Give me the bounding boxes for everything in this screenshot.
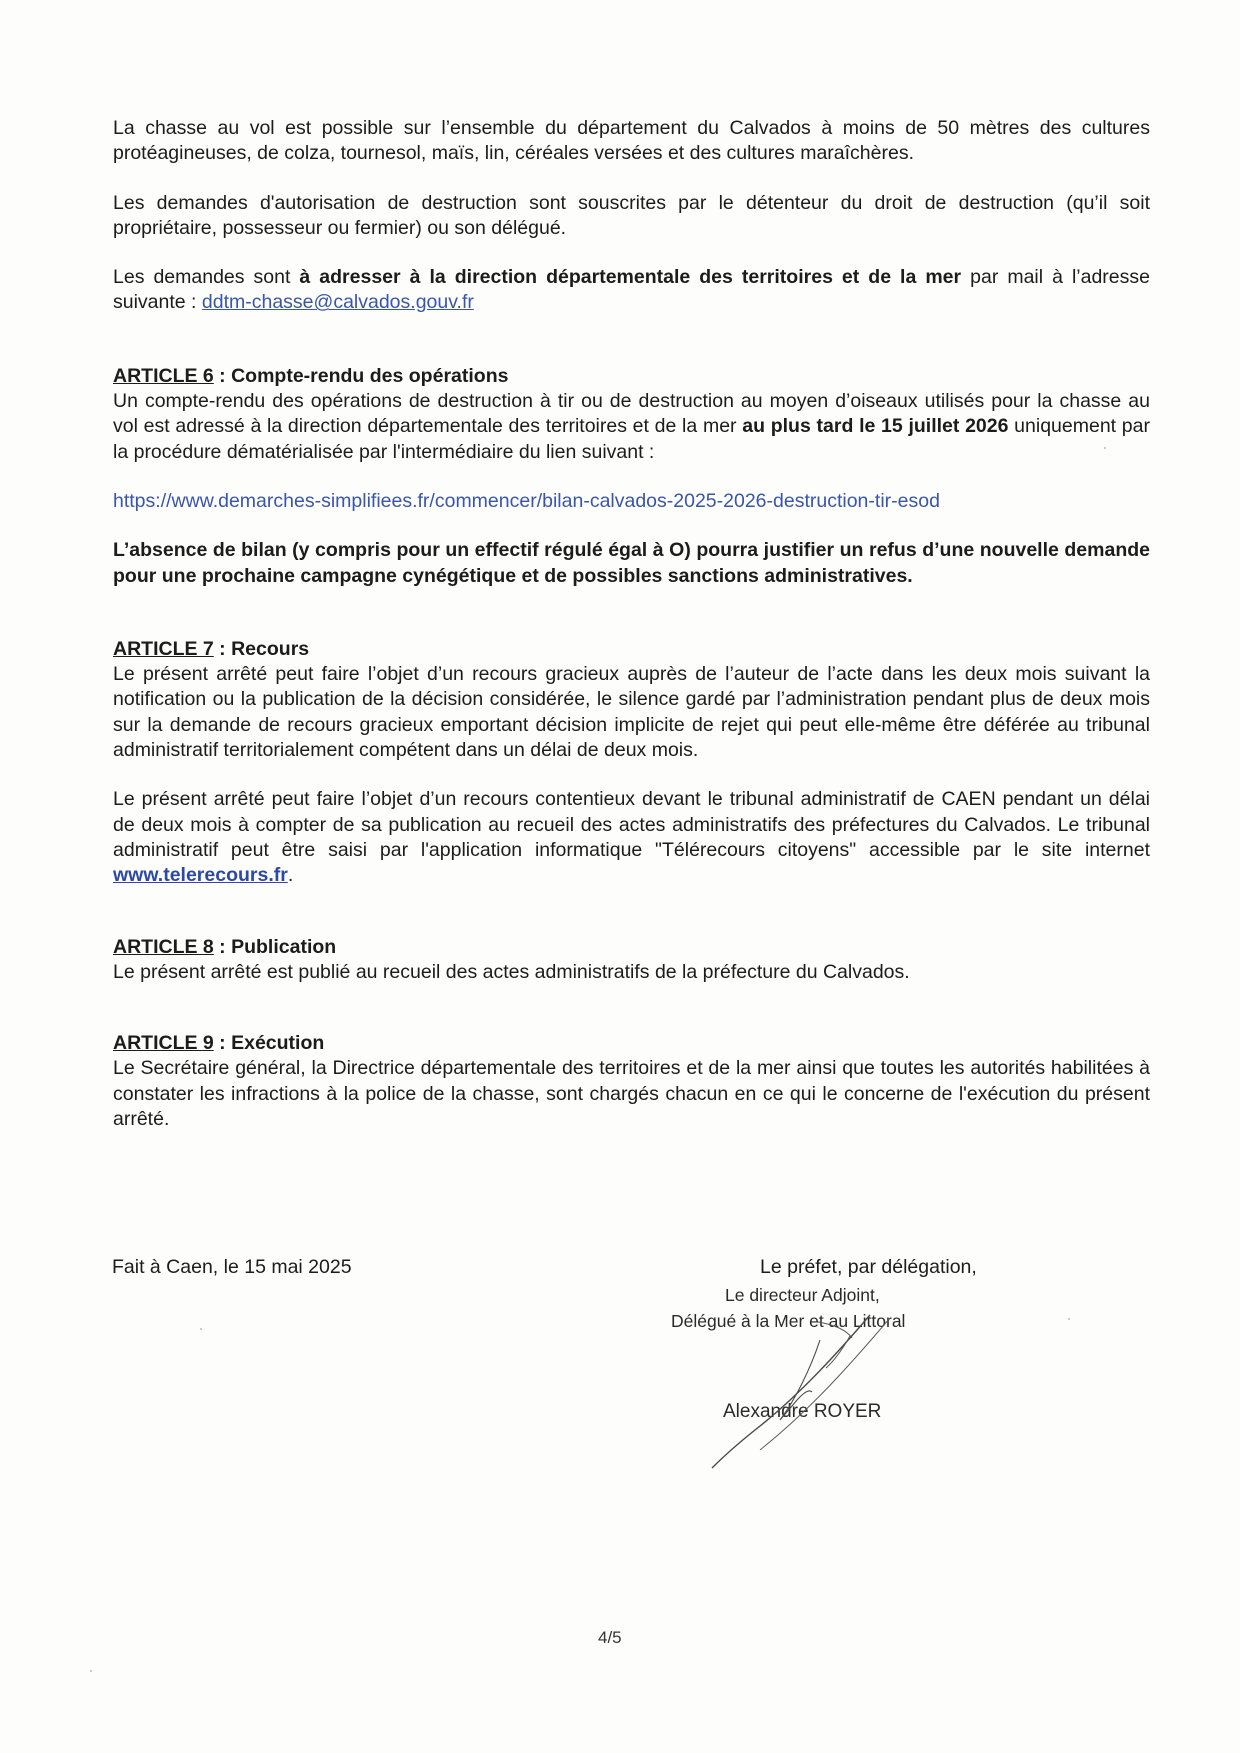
document-body bbox=[113, 116, 1150, 1132]
scan-speck bbox=[90, 1670, 92, 1672]
page-number: 4/5 bbox=[598, 1628, 622, 1647]
article-7-heading: ARTICLE 7 : Recours bbox=[113, 637, 310, 660]
signature-line-prefet: Le préfet, par délégation, bbox=[760, 1256, 977, 1278]
paragraph-demandes-autorisation: Les demandes d'autorisation de destruction sont souscrites par le détenteur du droit de destruction (qu’il soit propriétaire, possesseur ou fermier) ou son délégué. bbox=[113, 191, 1150, 239]
bilan-link[interactable]: https://www.demarches-simplifiees.fr/commencer/bilan-calvados-2025-2026-destruction-tir-esod bbox=[113, 489, 940, 512]
article-7-recours-gracieux: Le présent arrêté peut faire l’objet d’un recours gracieux auprès de l’auteur de l’acte dans les deux mois suivant la notification ou la publication de la décision considérée, le silence gardé par l’administration pendant plus de deux mois sur la demande de recours gracieux emportant décision implicite de rejet qui peut elle-même être déférée au tribunal administratif territorialement compétent dans un délai de deux mois. bbox=[113, 663, 1150, 762]
article-8-heading: ARTICLE 8 : Publication bbox=[113, 935, 337, 958]
signature-line-directeur: Le directeur Adjoint, bbox=[725, 1285, 880, 1305]
article-9-heading: ARTICLE 9 : Exécution bbox=[113, 1032, 325, 1055]
paragraph-chasse-au-vol: La chasse au vol est possible sur l’ensemble du département du Calvados à moins de 50 mètres des cultures protéagineuses, de colza, tournesol, maïs, lin, céréales versées et des cultures maraîchères. bbox=[113, 117, 1150, 165]
article-8-text: Le présent arrêté est publié au recueil des actes administratifs de la préfecture du Calvados. bbox=[113, 960, 910, 983]
paragraph-adresse-demandes: Les demandes sont à adresser à la direction départementale des territoires et de la mer par mail à l’adresse suivante : ddtm-chasse@calvados.gouv.fr bbox=[113, 266, 1150, 314]
article-9-text: Le Secrétaire général, la Directrice départementale des territoires et de la mer ainsi que toutes les autorités habilitées à constater les infractions à la police de la chasse, sont chargés chacun en ce qui le concerne de l'exécution du présent arrêté. bbox=[113, 1057, 1150, 1131]
place-and-date: Fait à Caen, le 15 mai 2025 bbox=[112, 1256, 352, 1278]
scan-speck bbox=[1068, 1318, 1070, 1320]
scan-speck bbox=[1104, 447, 1106, 449]
telerecours-link[interactable]: www.telerecours.fr bbox=[113, 864, 288, 887]
signature-line-delegue: Délégué à la Mer et au Littoral bbox=[671, 1311, 906, 1331]
article-6-heading: ARTICLE 6 : Compte-rendu des opérations bbox=[113, 364, 509, 387]
article-6-warning: L’absence de bilan (y compris pour un effectif régulé égal à O) pourra justifier un refus d’une nouvelle demande pour une prochaine campagne cynégétique et de possibles sanctions administratives. bbox=[113, 539, 1150, 587]
scan-speck bbox=[200, 1328, 202, 1330]
article-7-recours-contentieux: Le présent arrêté peut faire l’objet d’un recours contentieux devant le tribunal administratif de CAEN pendant un délai de deux mois à compter de sa publication au recueil des actes administratifs des préfectures du Calvados. Le tribunal administratif peut être saisi par l'application informatique "Télérecours citoyens" accessible par le site internet www.telerecours.fr. bbox=[113, 788, 1150, 887]
handwritten-signature-icon bbox=[700, 1310, 940, 1480]
signatory-name: Alexandre ROYER bbox=[723, 1401, 882, 1422]
article-6-text: Un compte-rendu des opérations de destruction à tir ou de destruction au moyen d’oiseaux utilisés pour la chasse au vol est adressé à la direction départementale des territoires et de la mer au plus tard le 15 juillet 2026 uniquement par la procédure dématérialisée par l'intermédiaire du lien suivant : bbox=[113, 390, 1150, 463]
email-link[interactable]: ddtm-chasse@calvados.gouv.fr bbox=[201, 291, 474, 314]
